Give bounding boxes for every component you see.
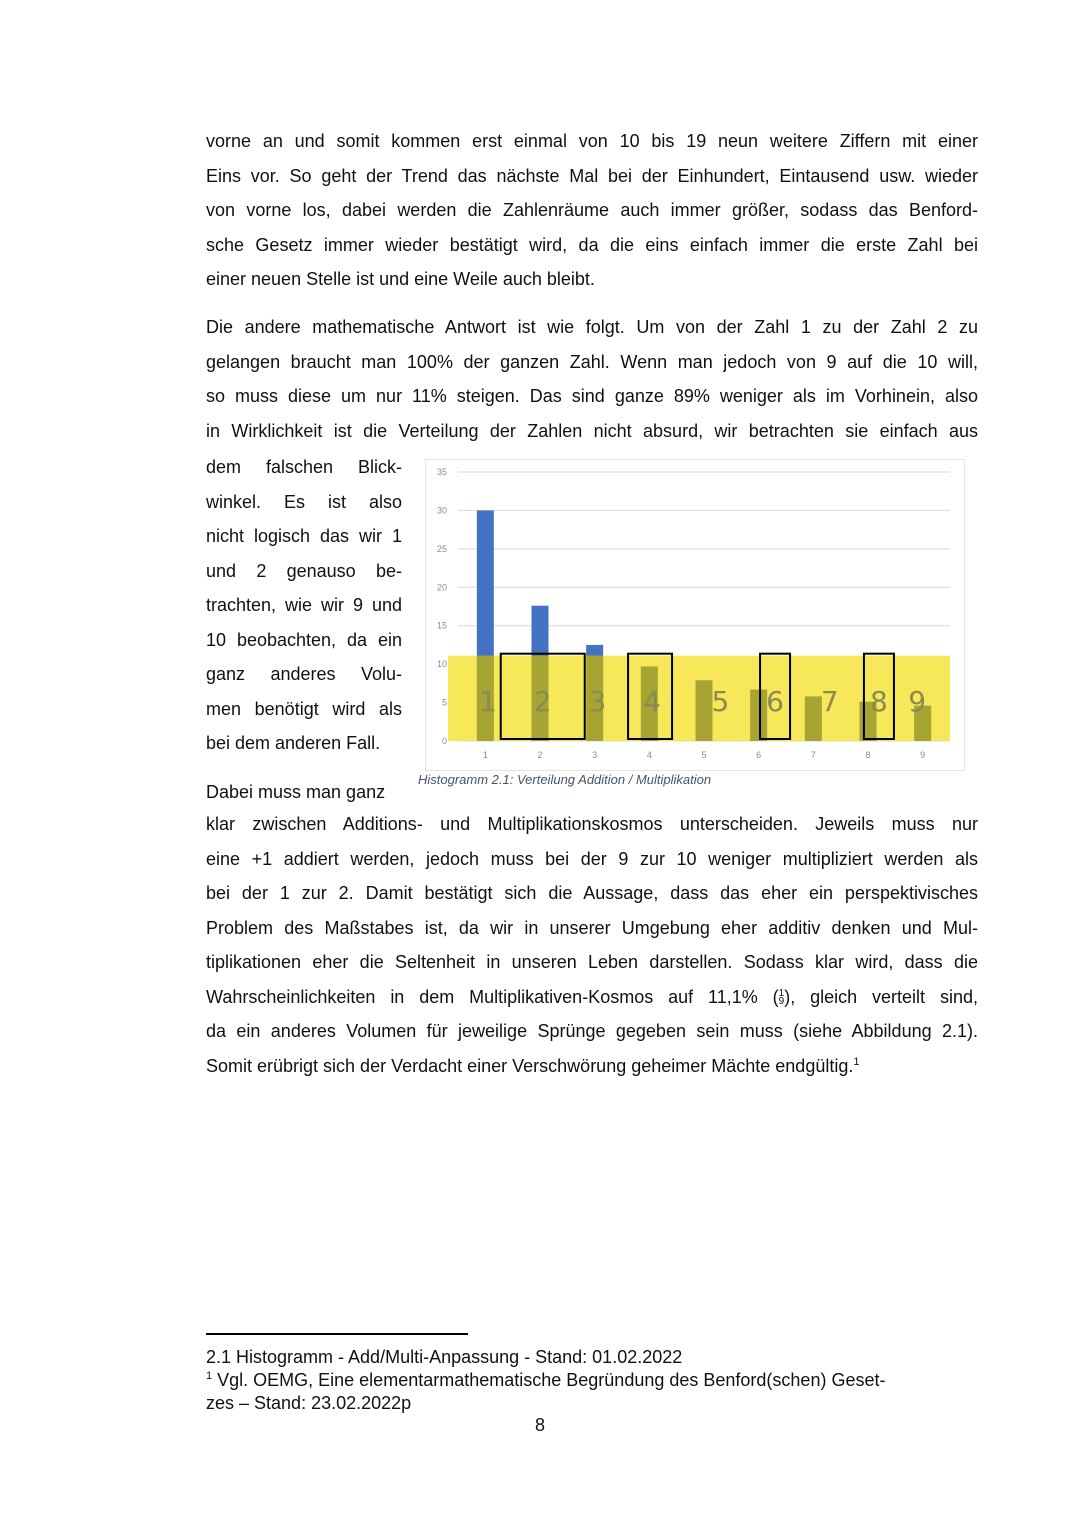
text-line: und 2 genauso be- [206,560,402,581]
overlay-digit-label: 4 [643,685,661,718]
overlay-digit-label: 1 [479,685,497,718]
x-tick-label: 4 [646,750,652,760]
text-segment: ), gleich verteilt sind, [784,986,978,1007]
text-line: Problem des Maßstabes ist, da wir in unserer Umgebung eher additiv denken und Mul- [206,917,978,938]
text-line: Die andere mathematische Antwort ist wie folgt. Um von der Zahl 1 zu der Zahl 2 zu [206,317,978,337]
text-line: da ein anderes Volumen für jeweilige Sprünge gegeben sein muss (siehe Abbildung 2.1). [206,1021,978,1041]
overlay-digit-label: 7 [820,685,839,718]
text-line: 10 beobachten, da ein [206,629,402,650]
footnotes [206,1346,978,1415]
overlay-digit-label: 9 [908,685,927,718]
x-tick-label: 2 [537,750,543,760]
text-line: ganz anderes Volu- [206,664,402,684]
footnote-text: Vgl. OEMG, Eine elementarmathematische Begründung des Benford(schen) Geset- [212,1370,886,1390]
x-tick-label: 9 [920,750,926,760]
text-line: Dabei muss man ganz [206,781,386,802]
x-tick-label: 8 [865,750,871,760]
footnote-separator [206,1333,468,1335]
x-tick-label: 5 [701,750,707,760]
text-line: nicht logisch das wir 1 [206,526,402,546]
y-tick-label: 5 [441,697,447,708]
footnote-ref: 1 [853,1055,860,1068]
text-segment: Somit erübrigt sich der Verdacht einer Verschwörung geheimer Mächte endgültig. [206,1055,854,1076]
overlay-digit-label: 3 [588,685,607,718]
text-line: tiplikationen eher die Seltenheit in unseren Leben darstellen. Sodass klar wird, dass die [206,952,978,972]
bar-overlay [805,696,822,741]
text-line [206,1049,978,1084]
histogram-chart [425,459,965,771]
fraction-numerator: 1 [778,987,785,999]
x-tick-label: 7 [810,750,816,760]
fraction-denominator: 9 [778,995,785,1007]
y-tick-label: 0 [441,736,447,746]
text-line: bei der 1 zur 2. Damit bestätigt sich die Aussage, dass das eher ein perspektivisches [206,883,978,903]
text-line: einer neuen Stelle ist und eine Weile auch bleibt. [206,269,595,289]
paragraph-2 [206,310,978,448]
text-line: winkel. Es ist also [206,491,402,512]
text-line: klar zwischen Additions- und Multiplikationskosmos unterscheiden. Jeweils muss nur [206,814,978,834]
text-line: so muss diese um nur 11% steigen. Das sind ganze 89% weniger als im Vorhinein, also [206,386,978,406]
x-tick-label: 1 [482,750,488,760]
text-line: in Wirklichkeit ist die Verteilung der Zahlen nicht absurd, wir betrachten sie einfach aus [206,420,978,441]
y-tick-label: 35 [436,467,447,477]
text-line: vorne an und somit kommen erst einmal von 10 bis 19 neun weitere Ziffern mit einer [206,131,978,151]
x-tick-label: 6 [756,750,762,760]
y-tick-label: 20 [436,582,447,593]
x-tick-label: 3 [592,750,598,760]
overlay-digit-label: 2 [533,685,552,718]
text-segment: Wahrscheinlichkeiten in dem Multiplikativen-Kosmos auf 11,1% ( [206,986,779,1007]
text-line: von vorne los, dabei werden die Zahlenräume auch immer größer, sodass das Benford- [206,200,978,220]
text-line: trachten, wie wir 9 und [206,595,402,615]
overlay-digit-label: 6 [766,685,784,718]
text-line: dem falschen Blick- [206,457,402,477]
text-line: gelangen braucht man 100% der ganzen Zahl. Wenn man jedoch von 9 auf die 10 will, [206,351,978,372]
histogram-svg [425,459,965,771]
overlay-digit-label: 8 [870,685,888,718]
side-text [206,450,402,809]
page-number: 8 [534,1415,545,1435]
bar-overlay [696,680,713,741]
text-line-fraction [206,980,978,1015]
text-line: men benötigt wird als [206,698,402,719]
text-line: eine +1 addiert werden, jedoch muss bei der 9 zur 10 weniger multipliziert werden als [206,848,978,869]
text-line: sche Gesetz immer wieder bestätigt wird, da die eins einfach immer die erste Zahl bei [206,234,978,255]
footnote-2-cont: zes – Stand: 23.02.2022p [206,1393,412,1413]
paragraph-1 [206,124,978,297]
text-line: bei dem anderen Fall. [206,733,381,753]
y-tick-label: 10 [436,659,447,670]
overlay-digit-label: 5 [711,685,730,718]
y-tick-label: 15 [436,620,447,631]
bar-overlay [750,690,767,741]
y-tick-label: 25 [436,543,447,554]
footnote-1: 2.1 Histogramm - Add/Multi-Anpassung - Stand: 01.02.2022 [206,1347,683,1367]
footnote-2 [206,1369,978,1392]
y-tick-label: 30 [436,505,447,516]
footnote-marker: 1 [206,1370,213,1382]
chart-caption: Histogramm 2.1: Verteilung Addition / Multiplikation [418,772,712,787]
text-line: Eins vor. So geht der Trend das nächste Mal bei der Einhundert, Eintausend usw. wieder [206,165,978,186]
paragraph-3 [206,807,978,1083]
